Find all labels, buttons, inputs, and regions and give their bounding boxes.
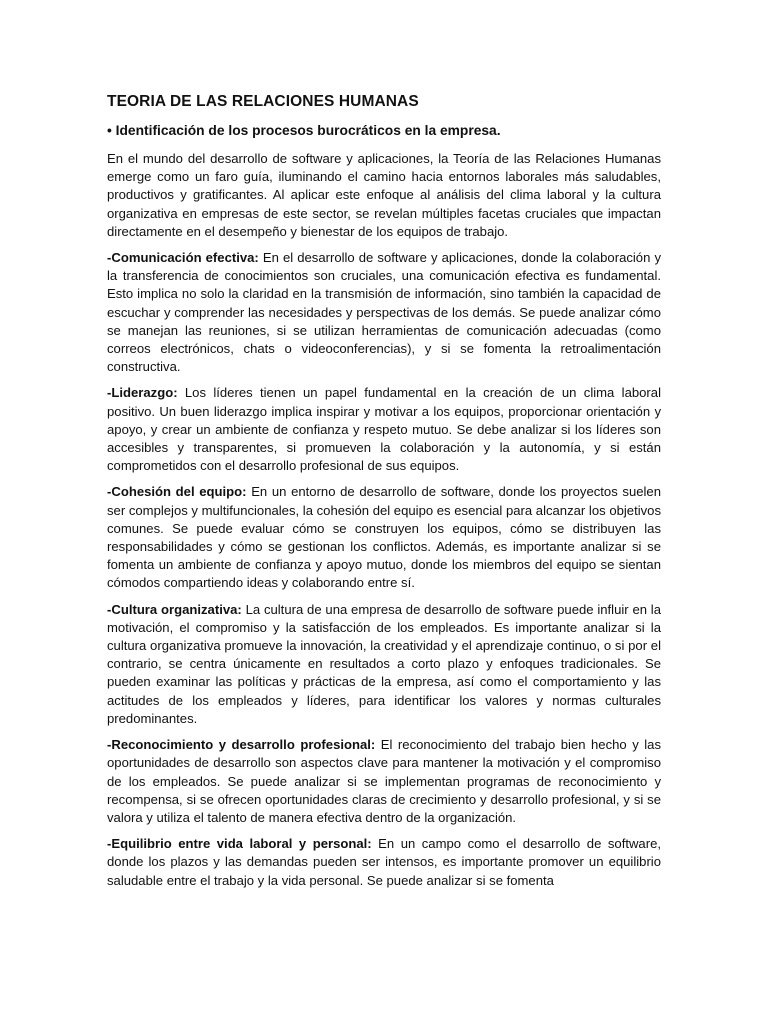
document-page [107,92,661,898]
section-term: -Reconocimiento y desarrollo profesional: [107,737,376,753]
section-body: La cultura de una empresa de desarrollo de software puede influir en la motivación, el compromiso y la satisfacción de los empleados. Es importante analizar si la cultura organizativa promueve la innovación, la creatividad y el aprendizaje continuo, o si por el contrario, se centra únicamente en resultados a corto plazo y enfoques tradicionales. Se pueden examinar las políticas y prácticas de la empresa, así como el comportamiento y las actitudes de los empleados y líderes, para identificar los valores y normas culturales predominantes. [107,601,662,726]
intro-paragraph: En el mundo del desarrollo de software y aplicaciones, la Teoría de las Relaciones Humanas emerge como un faro guía, iluminando el camino hacia entornos laborales más saludables, productivos y gratificantes. Al aplicar este enfoque al análisis del clima laboral y la cultura organizativa en empresas de este sector, se revelan múltiples facetas cruciales que impactan directamente en el desempeño y bienestar de los equipos de trabajo. [107,151,661,239]
section-cohesion [107,483,661,592]
section-term: -Comunicación efectiva: [107,250,259,266]
section-liderazgo [107,384,661,475]
section-body: En el desarrollo de software y aplicaciones, donde la colaboración y la transferencia de conocimientos son cruciales, una comunicación efectiva es fundamental. Esto implica no solo la claridad en la transmisión de información, sino también la capacidad de escuchar y comprender las necesidades y perspectivas de los demás. Se puede analizar cómo se manejan las reuniones, si se utilizan herramientas de comunicación adecuadas (como correos electrónicos, chats o videoconferencias), y si se fomenta la retroalimentación constructiva. [107,250,661,375]
section-body: En un entorno de desarrollo de software, donde los proyectos suelen ser complejos y multifuncionales, la cohesión del equipo es esencial para alcanzar los objetivos comunes. Se puede evaluar cómo se construyen los equipos, cómo se distribuyen las responsabilidades y cómo se gestionan los conflictos. Además, es importante analizar si se fomenta un ambiente de confianza y apoyo mutuo, donde los miembros del equipo se sientan cómodos compartiendo ideas y colaborando entre sí. [107,484,661,591]
section-term: -Cultura organizativa: [107,601,242,617]
section-term: -Cohesión del equipo: [107,484,247,500]
section-reconocimiento [107,736,661,827]
section-cultura [107,601,661,728]
section-body: En un campo como el desarrollo de software, donde los plazos y las demandas pueden ser intensos, es importante promover un equilibrio saludable entre el trabajo y la vida personal. Se puede analizar si se fomenta [107,836,661,888]
document-subtitle: • Identificación de los procesos burocráticos en la empresa. [107,123,501,138]
section-body: El reconocimiento del trabajo bien hecho y las oportunidades de desarrollo son aspectos clave para mantener la motivación y el compromiso de los empleados. Se puede analizar si se implementan programas de reconocimiento y recompensa, si se ofrecen oportunidades claras de crecimiento y desarrollo profesional, y si se valora y utiliza el talento de manera efectiva dentro de la organización. [107,737,661,825]
document-title: TEORIA DE LAS RELACIONES HUMANAS [107,93,419,110]
section-equilibrio [107,835,661,890]
section-body: Los líderes tienen un papel fundamental en la creación de un clima laboral positivo. Un buen liderazgo implica inspirar y motivar a los equipos, proporcionar orientación y apoyo, y crear un ambiente de confianza y respeto mutuo. Se debe analizar si los líderes son accesibles y transparentes, si promueven la colaboración y la autonomía, y si están comprometidos con el desarrollo profesional de sus equipos. [107,385,661,474]
section-term: -Equilibrio entre vida laboral y personal: [107,836,372,852]
section-comunicacion [107,249,661,376]
section-term: -Liderazgo: [107,385,178,401]
